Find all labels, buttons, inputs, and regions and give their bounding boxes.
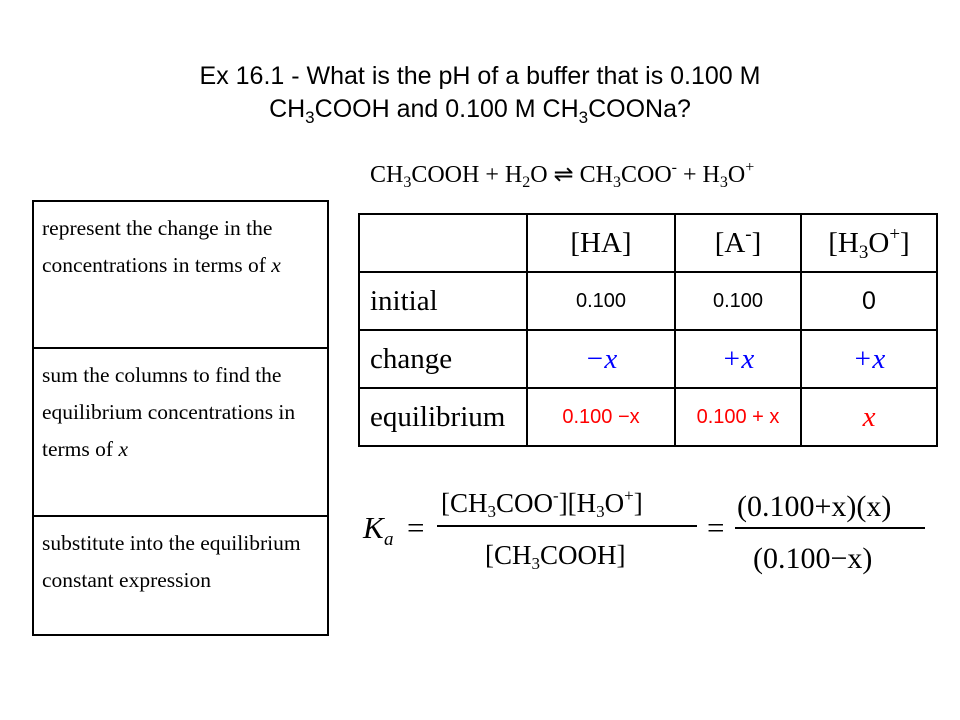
initial-a: 0.100 [675, 272, 801, 330]
header-a-minus [675, 214, 801, 272]
numerator-concentrations [441, 486, 643, 521]
numerator-text: O [604, 488, 625, 518]
ice-row-change [359, 330, 937, 388]
header-superscript: - [745, 223, 752, 245]
ka-symbol: K [363, 510, 384, 545]
reaction-equation [370, 160, 754, 189]
ice-header-row [359, 214, 937, 272]
title-line-2 [0, 93, 960, 126]
title-subscript: 3 [578, 108, 589, 127]
numerator-superscript: - [553, 486, 559, 505]
header-text: O [868, 226, 890, 259]
reaction-subscript: 2 [522, 174, 531, 191]
numerator-superscript: + [624, 486, 634, 505]
reaction-subscript: 3 [613, 174, 621, 191]
title-text: COONa? [588, 95, 691, 123]
row-label-equilibrium: equilibrium [359, 388, 527, 446]
change-a [675, 330, 801, 388]
numerator-values: (0.100+x)(x) [737, 490, 892, 523]
row-label-change: change [359, 330, 527, 388]
title-text: COOH and 0.100 M CH [314, 95, 579, 123]
reaction-superscript: + [745, 159, 755, 176]
numerator-text: ] [633, 488, 643, 518]
numerator-text: [CH [441, 488, 488, 518]
step-represent-change [34, 202, 327, 347]
change-h3o [801, 330, 937, 388]
equals-sign-2: = [707, 510, 725, 545]
header-subscript: 3 [858, 241, 869, 263]
step-text: represent the change in the concentrations in terms of [42, 216, 273, 277]
step-sum-columns [34, 347, 327, 515]
initial-h3o: 0 [801, 272, 937, 330]
reaction-superscript: - [671, 159, 677, 176]
numerator-text: COO [496, 488, 554, 518]
ka-subscript: a [384, 529, 394, 550]
reaction-text: O [727, 162, 746, 188]
numerator-subscript: 3 [487, 502, 496, 521]
title-text: CH [269, 95, 306, 123]
title-line-1: Ex 16.1 - What is the pH of a buffer that is 0.100 M [199, 62, 761, 90]
reaction-text: COO [621, 162, 672, 188]
reaction-text: O ⇌ CH [530, 162, 613, 188]
ka-fraction-concentrations [437, 486, 697, 573]
equals-sign-1: = [407, 510, 425, 545]
equilibrium-ha: 0.100 −x [527, 388, 675, 446]
equilibrium-a: 0.100 + x [675, 388, 801, 446]
equilibrium-h3o: x [801, 388, 937, 446]
ice-row-equilibrium [359, 388, 937, 446]
title-subscript: 3 [305, 108, 315, 127]
header-text: ] [900, 226, 910, 259]
denominator-text: COOH] [540, 540, 626, 570]
ka-expression [355, 472, 935, 582]
ice-corner-cell [359, 214, 527, 272]
change-ha [527, 330, 675, 388]
reaction-subscript: 3 [403, 174, 412, 191]
change-h3o-value: +x [852, 342, 886, 375]
steps-box [32, 200, 329, 636]
reaction-text: CH [370, 162, 404, 188]
header-text: [A [714, 226, 746, 259]
denominator-values: (0.100−x) [753, 542, 873, 575]
denominator-concentration [485, 540, 626, 573]
header-superscript: + [889, 223, 901, 245]
denominator-text: [CH [485, 540, 532, 570]
row-label-initial: initial [359, 272, 527, 330]
change-a-value: +x [721, 342, 755, 375]
header-text: [H [828, 226, 859, 259]
ice-row-initial [359, 272, 937, 330]
initial-ha: 0.100 [527, 272, 675, 330]
slide-title [0, 60, 960, 126]
change-ha-value: −x [584, 342, 618, 375]
ka-fraction-values [735, 490, 925, 575]
reaction-subscript: 3 [719, 174, 728, 191]
header-text: ] [751, 226, 762, 259]
step-text: substitute into the equilibrium constant expression [42, 531, 301, 592]
step-text: sum the columns to find the equilibrium concentrations in terms of [42, 363, 296, 461]
step-substitute [34, 515, 327, 634]
reaction-text: + H [677, 162, 720, 188]
reaction-text: COOH + H [411, 162, 523, 188]
denominator-subscript: 3 [531, 554, 540, 573]
step-variable: x [271, 253, 281, 277]
numerator-subscript: 3 [596, 502, 605, 521]
numerator-text: ][H [558, 488, 597, 518]
header-ha: [HA] [527, 214, 675, 272]
step-variable: x [118, 437, 128, 461]
ice-table [358, 213, 938, 447]
header-h3o-plus [801, 214, 937, 272]
